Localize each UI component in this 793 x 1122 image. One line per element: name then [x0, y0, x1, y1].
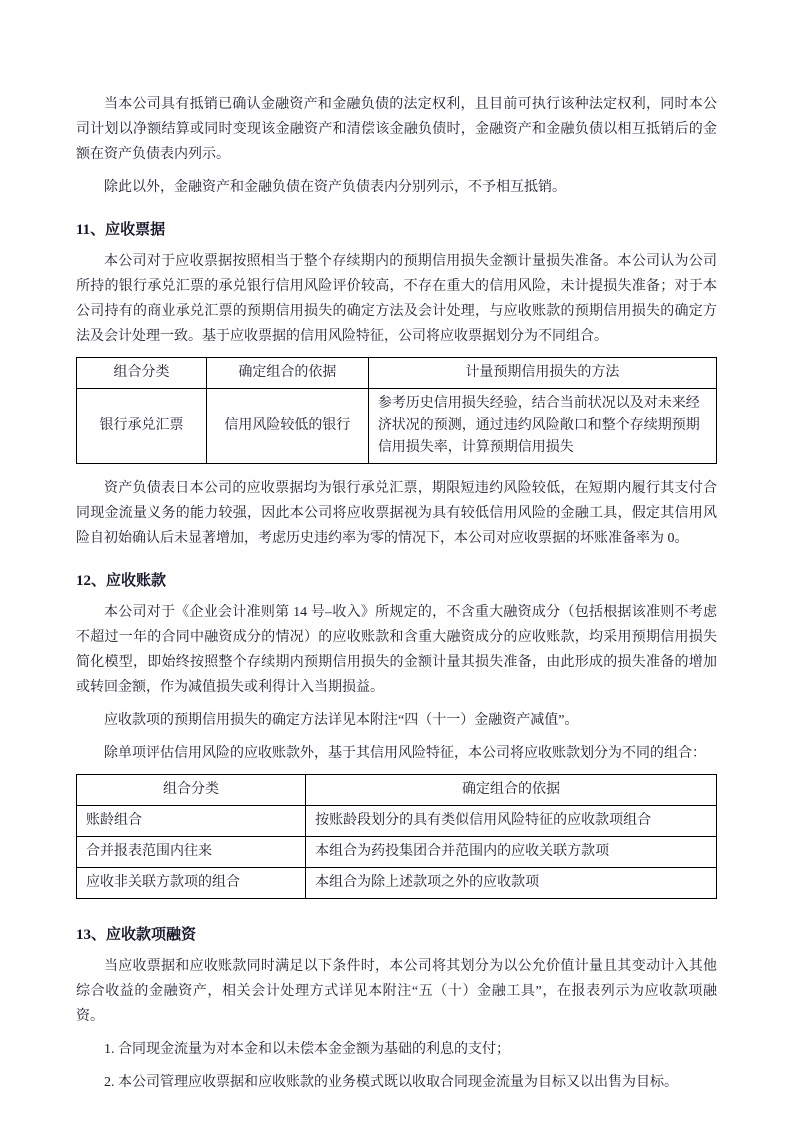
- cell-bank-acceptance: 银行承兑汇票: [77, 389, 207, 464]
- paragraph-offsetting-2: 除此以外，金融资产和金融负债在资产负债表内分别列示，不予相互抵销。: [104, 180, 566, 195]
- accounts-receivable-portfolio-table: [76, 774, 717, 899]
- header-cell-portfolio-basis: 确定组合的依据: [206, 358, 368, 389]
- header-cell-portfolio-category: 组合分类: [77, 775, 306, 806]
- cell-aging-portfolio: 账龄组合: [77, 806, 306, 837]
- cell-ecl-method-detail: 参考历史信用损失经验，结合当前状况以及对未来经济状况的预测，通过违约风险敞口和整个存续期预期信用损失率，计算预期信用损失: [368, 389, 716, 464]
- cell-non-related-party: 应收非关联方款项的组合: [77, 868, 306, 899]
- cell-consolidation-scope: 合并报表范围内往来: [77, 837, 306, 868]
- section-13-item-1: 1. 合同现金流量为对本金和以未偿本金金额为基础的利息的支付；: [104, 1042, 510, 1057]
- section-11-paragraph-1: 本公司对于应收票据按照相当于整个存续期内的预期信用损失金额计量损失准备。本公司认为公司所持的银行承兑汇票的承兑银行信用风险评价较高，不存在重大的信用风险，未计提损失准备；对于本公司持有的商业承兑汇票的预期信用损失的确定方法及会计处理，与应收账款的预期信用损失的确定方法及会计处理一致。基于应收票据的信用风险特征，公司将应收票据划分为不同组合。: [76, 254, 717, 344]
- table-header-row: [77, 358, 717, 389]
- section-11-paragraph-2: 资产负债表日本公司的应收票据均为银行承兑汇票，期限短违约风险较低，在短期内履行其支付合同现金流量义务的能力较强，因此本公司将应收票据视为具有较低信用风险的金融工具，假定其信用风险自初始确认后未显著增加，考虑历史违约率为零的情况下，本公司对应收票据的坏账准备率为 0。: [76, 481, 717, 546]
- paragraph-offsetting-1: 当本公司具有抵销已确认金融资产和金融负债的法定权利，且目前可执行该种法定权利，同时本公司计划以净额结算或同时变现该金融资产和清偿该金融负债时，金融资产和金融负债以相互抵销后的金额在资产负债表内列示。: [76, 97, 717, 162]
- section-13-heading: 13、应收款项融资: [76, 927, 197, 943]
- header-cell-portfolio-category: 组合分类: [77, 358, 207, 389]
- table-row: [77, 868, 717, 899]
- table-row: [77, 389, 717, 464]
- section-13-item-2: 2. 本公司管理应收票据和应收账款的业务模式既以收取合同现金流量为目标又以出售为目标。: [104, 1075, 678, 1090]
- cell-low-risk-bank: 信用风险较低的银行: [206, 389, 368, 464]
- cell-consolidation-scope-basis: 本组合为药投集团合并范围内的应收关联方款项: [306, 837, 717, 868]
- section-13-paragraph-1: 当应收票据和应收账款同时满足以下条件时，本公司将其划分为以公允价值计量且其变动计入其他综合收益的金融资产，相关会计处理方式详见本附注“五（十）金融工具”，在报表列示为应收款项融资。: [76, 959, 717, 1024]
- table-row: [77, 837, 717, 868]
- section-12-paragraph-1: 本公司对于《企业会计准则第 14 号–收入》所规定的，不含重大融资成分（包括根据该准则不考虑不超过一年的合同中融资成分的情况）的应收账款和含重大融资成分的应收账款，均采用预期信用损失简化模型，即始终按照整个存续期内预期信用损失的金额计量其损失准备，由此形成的损失准备的增加或转回金额，作为减值损失或利得计入当期损益。: [76, 605, 717, 695]
- section-11-heading: 11、应收票据: [76, 222, 166, 238]
- table-header-row: [77, 775, 717, 806]
- notes-receivable-portfolio-table: [76, 357, 717, 464]
- table-row: [77, 806, 717, 837]
- section-12-heading: 12、应收账款: [76, 573, 167, 589]
- section-12-paragraph-3: 除单项评估信用风险的应收账款外，基于其信用风险特征，本公司将应收账款划分为不同的组合：: [104, 746, 706, 761]
- cell-aging-portfolio-basis: 按账龄段划分的具有类似信用风险特征的应收款项组合: [306, 806, 717, 837]
- cell-non-related-party-basis: 本组合为除上述款项之外的应收款项: [306, 868, 717, 899]
- header-cell-ecl-method: 计量预期信用损失的方法: [368, 358, 716, 389]
- section-12-paragraph-2: 应收款项的预期信用损失的确定方法详见本附注“四（十一）金融资产减值”。: [104, 713, 579, 728]
- header-cell-portfolio-basis: 确定组合的依据: [306, 775, 717, 806]
